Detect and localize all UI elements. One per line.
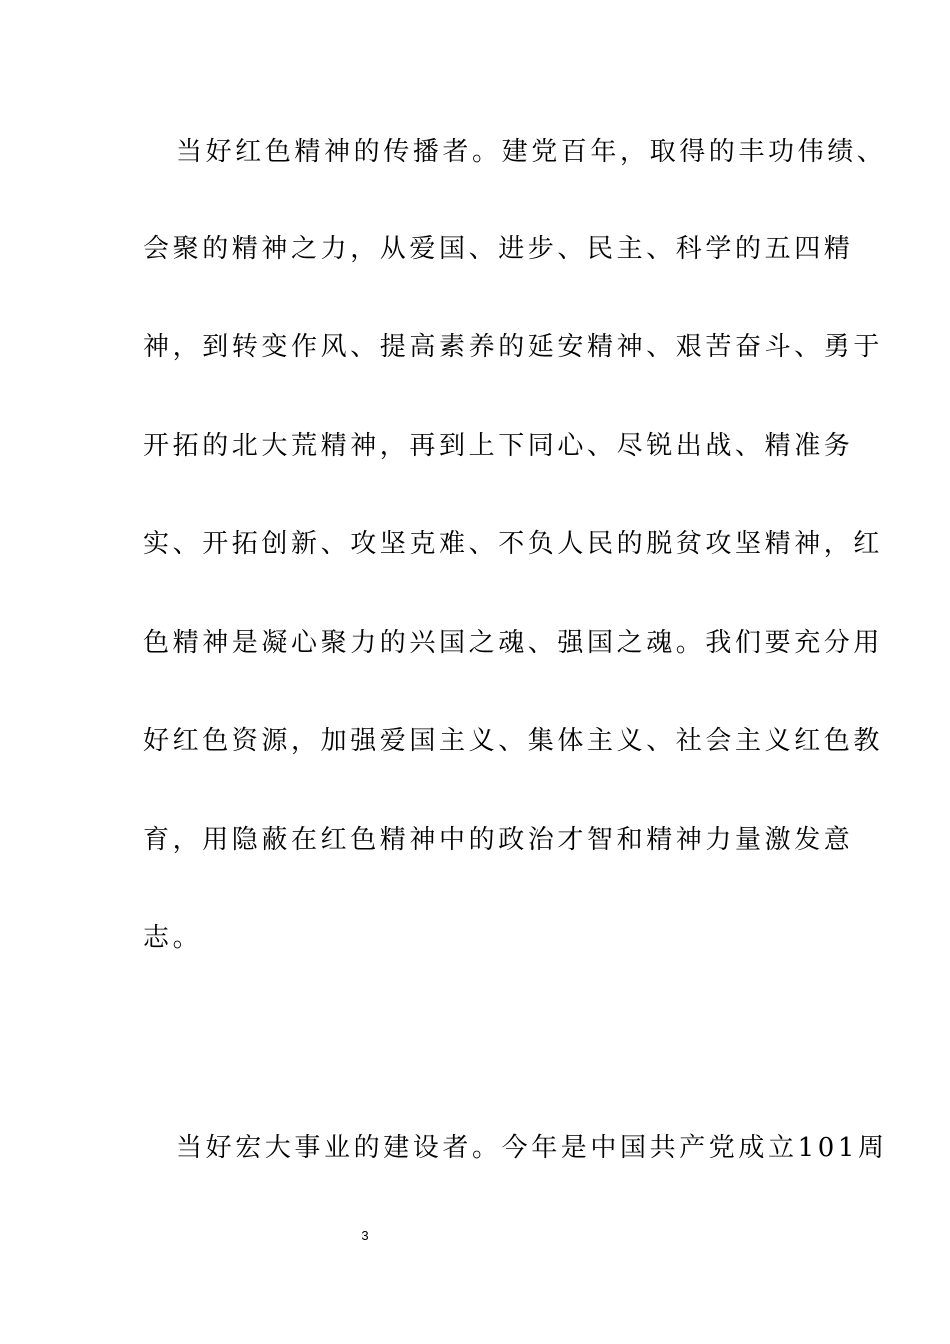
paragraph-1-line-9: 志。 <box>143 923 203 953</box>
paragraph-1-line-7: 好红色资源，加强爱国主义、集体主义、社会主义红色教 <box>143 726 884 756</box>
paragraph-1-line-1: 当好红色精神的传播者。建党百年，取得的丰功伟绩、 <box>176 137 887 167</box>
paragraph-1-line-4: 开拓的北大荒精神，再到上下同心、尽锐出战、精准务 <box>143 431 854 461</box>
paragraph-2-line-1: 当好宏大事业的建设者。今年是中国共产党成立101周 <box>176 1133 888 1163</box>
paragraph-1-line-5: 实、开拓创新、攻坚克难、不负人民的脱贫攻坚精神，红 <box>143 529 884 559</box>
paragraph-1-line-2: 会聚的精神之力，从爱国、进步、民主、科学的五四精 <box>143 234 854 264</box>
paragraph-1-line-8: 育，用隐蔽在红色精神中的政治才智和精神力量激发意 <box>143 825 854 855</box>
paragraph-1-line-6: 色精神是凝心聚力的兴国之魂、强国之魂。我们要充分用 <box>143 628 884 658</box>
page-number: 3 <box>361 1228 369 1243</box>
paragraph-1-line-3: 神，到转变作风、提高素养的延安精神、艰苦奋斗、勇于 <box>143 332 884 362</box>
